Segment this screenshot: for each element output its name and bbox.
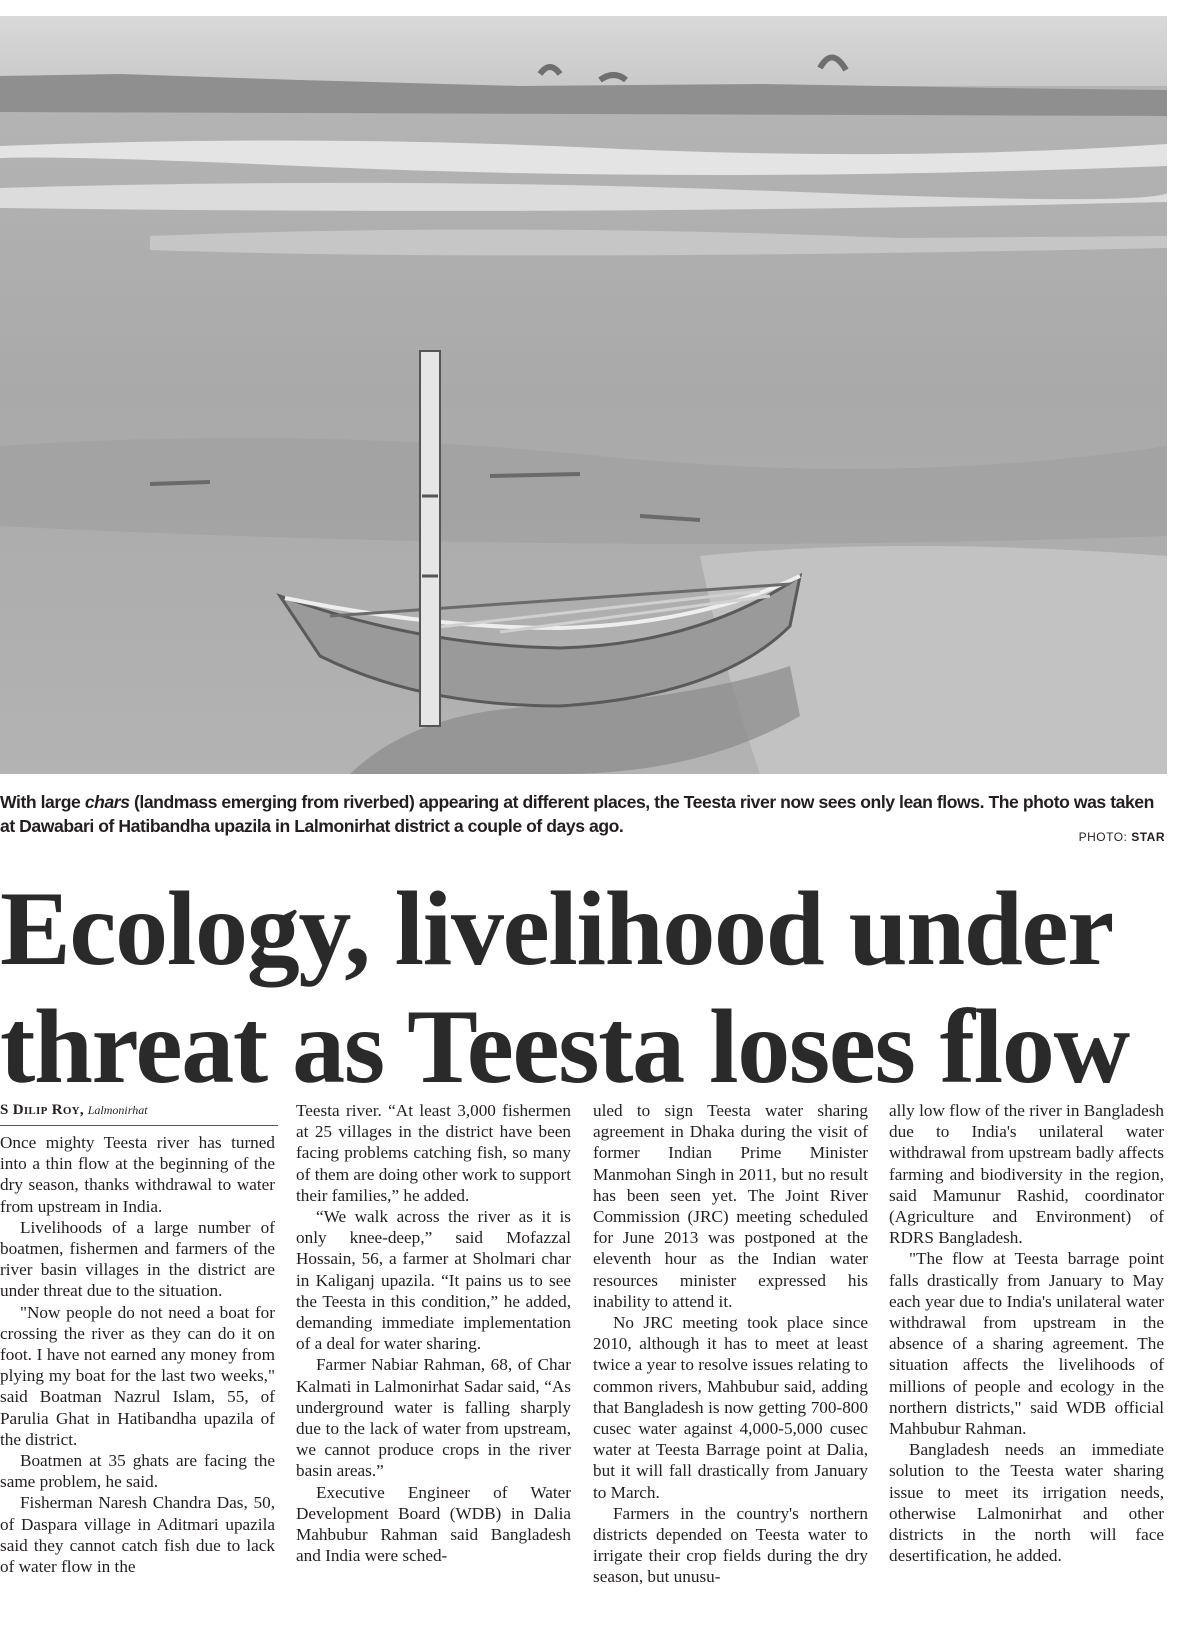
article-column-3 — [593, 1100, 868, 1588]
paragraph: Executive Engineer of Water Development Board (WDB) in Dalia Mahbubur Rahman said Bangladesh and India were sched- — [296, 1482, 571, 1566]
paragraph: uled to sign Teesta water sharing agreement in Dhaka during the visit of former Indian Prime Minister Manmohan Singh in 2011, but no result has been seen yet. The Joint River Commission (JRC) meeting scheduled for June 2013 was postponed at the eleventh hour as the Indian water resources minister expressed his inability to attend it. — [593, 1101, 868, 1311]
paragraph: Boatmen at 35 ghats are facing the same problem, he said. — [0, 1451, 275, 1492]
paragraph: Teesta river. “At least 3,000 fishermen at 25 villages in the district have been facing problems catching fish, so many of them are doing other work to support their families,” he added. — [296, 1101, 571, 1205]
article-headline: Ecology, livelihood under threat as Teesta loses flow — [0, 870, 1129, 1105]
paragraph: "Now people do not need a boat for crossing the river as they can do it on foot. I have not earned any money from plying my boat for the last two weeks," said Boatman Nazrul Islam, 55, of Parulia Ghat in Hatibandha upazila of the district. — [0, 1302, 275, 1449]
river-boat-illustration — [0, 16, 1167, 774]
paragraph: Bangladesh needs an immediate solution to the Teesta water sharing issue to meet its irrigation needs, otherwise Lalmonirhat and other districts in the north will face desertification, he added. — [889, 1440, 1164, 1566]
paragraph: Once mighty Teesta river has turned into a thin flow at the beginning of the dry season, thanks withdrawal to water from upstream in India. — [0, 1133, 275, 1216]
paragraph: Farmer Nabiar Rahman, 68, of Char Kalmati in Lalmonirhat Sadar said, “As underground water is falling sharply due to the lack of water from upstream, we cannot produce crops in the river basin areas.” — [296, 1355, 571, 1481]
paragraph: "The flow at Teesta barrage point falls drastically from January to May each year due to India's unilateral water withdrawal from upstream in the absence of a sharing agreement. The situation affects the livelihoods of millions of people and ecology in the northern districts," said WDB official Mahbubur Rahman. — [889, 1249, 1164, 1439]
caption-text-start: With large — [0, 792, 85, 812]
paragraph: Fisherman Naresh Chandra Das, 50, of Daspara village in Aditmari upazila said they cannot catch fish due to lack of water flow in the — [0, 1493, 275, 1577]
paragraph: Farmers in the country's northern districts depended on Teesta water to irrigate their crop fields during the dry season, but unusu- — [593, 1503, 868, 1587]
paragraph: ally low flow of the river in Bangladesh due to India's unilateral water withdrawal from upstream badly affects farming and biodiversity in the region, said Mamunur Rashid, coordinator (Agriculture and Environment) of RDRS Bangladesh. — [889, 1101, 1164, 1248]
byline-divider — [0, 1125, 278, 1126]
paragraph: “We walk across the river as it is only knee-deep,” said Mofazzal Hossain, 56, a farmer at Sholmari char in Kaliganj upazila. “It pains us to see the Teesta in this condition,” he added, demanding immediate implementation of a deal for water sharing. — [296, 1207, 571, 1354]
photo-credit — [1079, 830, 1165, 844]
photo-credit-source: STAR — [1131, 830, 1165, 844]
photo-credit-label: PHOTO: — [1078, 830, 1132, 844]
paragraph: No JRC meeting took place since 2010, although it has to meet at least twice a year to resolve issues relating to common rivers, Mahbubur said, adding that Bangladesh is now getting 700-800 cusec water against 4,000-5,000 cusec water at Teesta Barrage point at Dalia, but it will fall drastically from January to March. — [593, 1313, 868, 1502]
byline — [0, 1102, 148, 1119]
byline-author: S Dilip Roy, — [0, 1102, 84, 1118]
paragraph: Livelihoods of a large number of boatmen, fishermen and farmers of the river basin villages in the district are under threat due to the situation. — [0, 1217, 275, 1301]
news-photo-teesta-riverbed — [0, 16, 1167, 774]
article-column-4 — [889, 1100, 1164, 1566]
caption-emphasis: chars — [84, 792, 130, 812]
caption-text-end: (landmass emerging from riverbed) appearing at different places, the Teesta river now sees only lean flows. The photo was taken at Dawabari of Hatibandha upazila in Lalmonirhat district a couple of days ago. — [0, 792, 1154, 836]
photo-caption — [0, 790, 1167, 838]
article-column-2 — [296, 1100, 571, 1566]
article-column-1 — [0, 1132, 275, 1577]
byline-location: Lalmonirhat — [87, 1103, 148, 1117]
